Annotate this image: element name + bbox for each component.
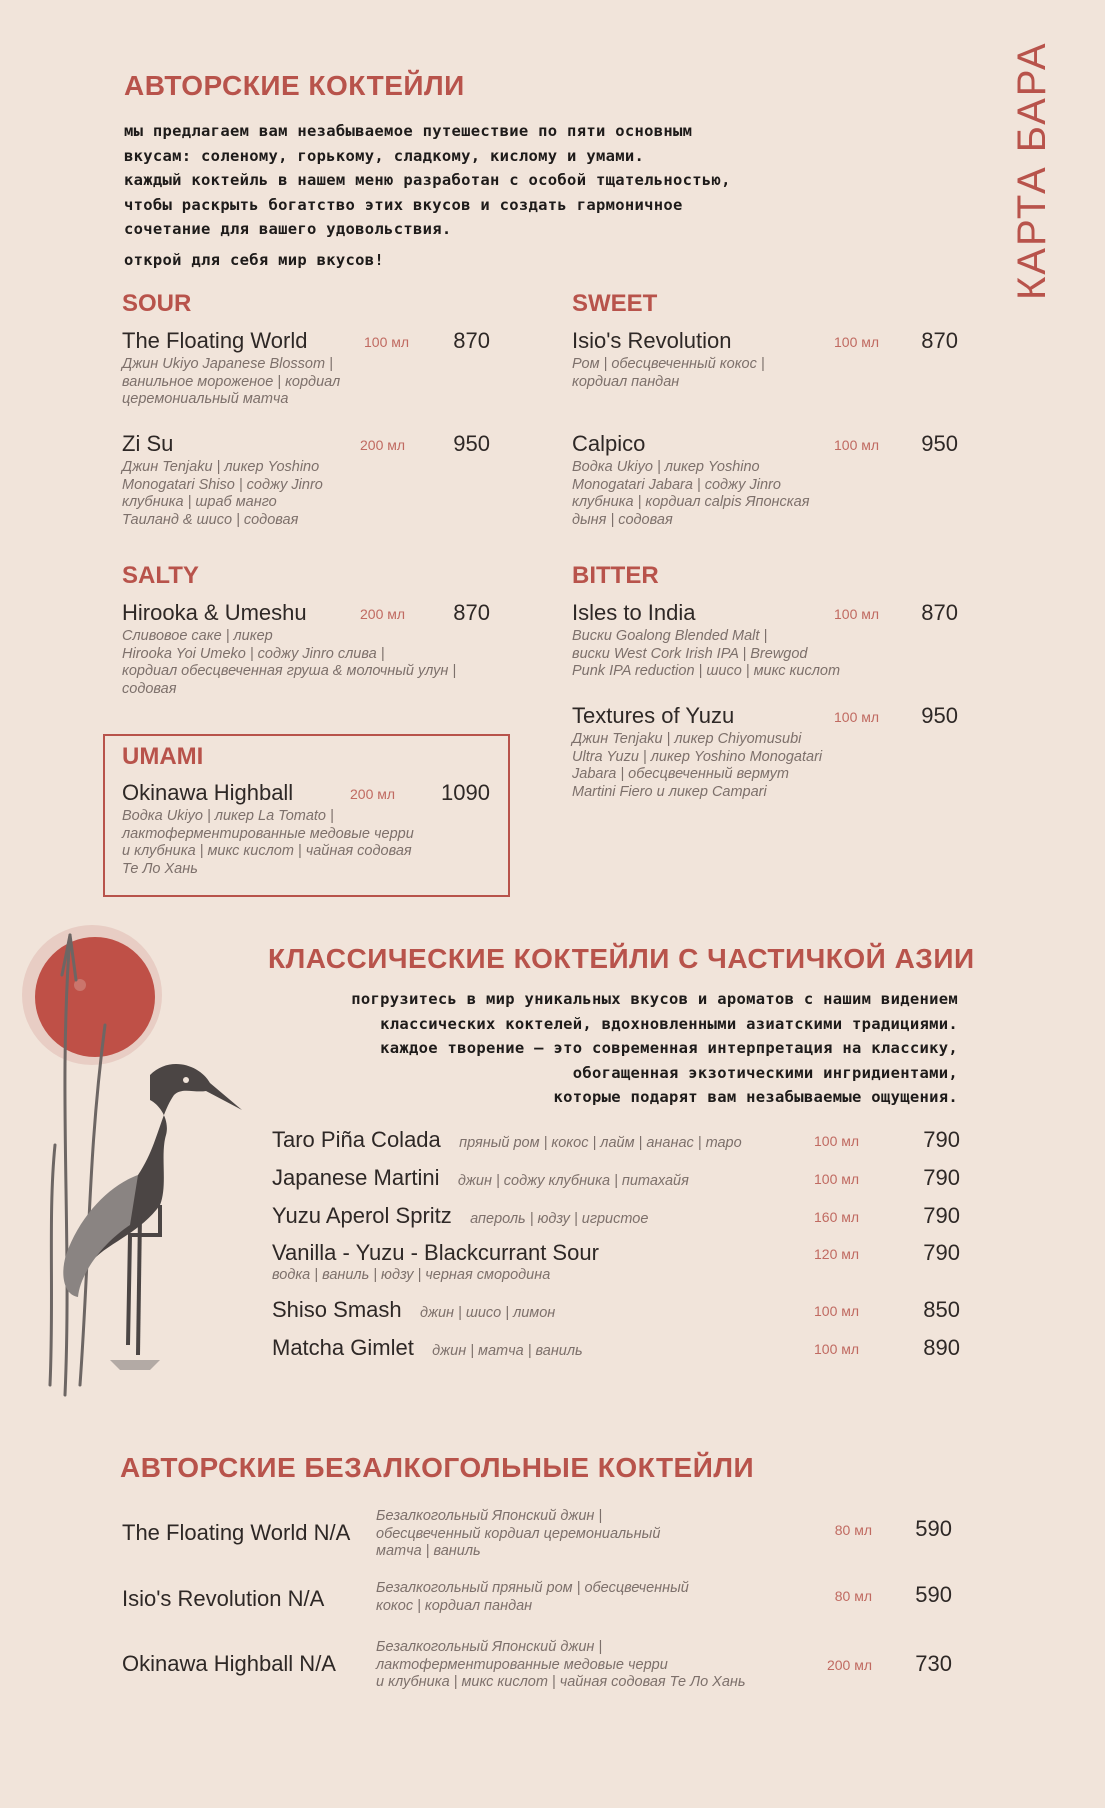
classic-item <box>272 1165 960 1195</box>
item-volume: 200 мл <box>360 606 406 622</box>
desc-line: ванильное мороженое | кордиал <box>122 373 341 390</box>
desc-line: и клубника | микс кислот | чайная содовая Те Ло Хань <box>376 1674 746 1690</box>
desc-line: Hirooka Yoi Umeko | соджу Jinro слива | <box>122 645 385 662</box>
desc-line: Те Ло Хань <box>122 860 198 877</box>
item-price: 790 <box>923 1127 960 1152</box>
item-name-text: Yuzu Aperol Spritz <box>272 1203 452 1228</box>
category-umami: UMAMI <box>122 743 204 770</box>
item-volume: 100 мл <box>814 1303 860 1319</box>
desc-line: Сливовое саке | ликер <box>122 628 273 644</box>
classic-item <box>272 1127 960 1157</box>
item-volume: 100 мл <box>814 1171 860 1187</box>
desc-line: дыня | содовая <box>572 511 673 528</box>
menu-item <box>122 600 490 700</box>
desc-line: Безалкогольный пряный ром | обесцвеченный <box>376 1580 689 1596</box>
category-sweet: SWEET <box>572 290 658 317</box>
desc-line: Безалкогольный Японский джин | <box>376 1508 603 1524</box>
desc-line: и клубника | микс кислот | чайная содовая <box>122 843 412 859</box>
menu-item <box>122 780 490 880</box>
item-description <box>376 1639 796 1692</box>
desc-line: Jabara | обесцвеченный вермут <box>572 766 789 782</box>
side-title: КАРТА БАРА <box>1010 41 1054 300</box>
item-description <box>122 628 456 698</box>
item-name: Okinawa Highball <box>122 780 294 805</box>
desc-line: Водка Ukiyo | ликер La Tomato | <box>122 808 334 824</box>
intro-line: которые подарят вам незабываемые ощущения. <box>553 1088 958 1106</box>
desc-line: Monogatari Jabara | соджу Jinro <box>572 476 781 493</box>
item-price: 790 <box>923 1165 960 1190</box>
item-price: 590 <box>915 1582 952 1607</box>
item-name-text: Japanese Martini <box>272 1165 440 1190</box>
desc-line: Виски Goalong Blended Malt | <box>572 628 768 644</box>
item-volume: 160 мл <box>814 1209 860 1225</box>
intro-line: каждый коктейль в нашем меню разработан с особой тщательностью, <box>124 171 731 189</box>
item-description: джин | матча | ваниль <box>432 1343 583 1359</box>
category-bitter: BITTER <box>572 562 659 589</box>
item-volume: 100 мл <box>834 709 880 725</box>
na-item <box>122 1580 952 1625</box>
item-name: Hirooka & Umeshu <box>122 600 307 625</box>
desc-line: лактоферментированные медовые черри <box>122 825 414 842</box>
item-description: пряный ром | кокос | лайм | ананас | таро <box>459 1135 742 1151</box>
desc-line: Джин Tenjaku | ликер Chiyomusubi <box>572 731 802 747</box>
item-price: 850 <box>923 1297 960 1322</box>
item-volume: 200 мл <box>826 1657 872 1673</box>
desc-line: содовая <box>122 680 177 697</box>
item-name <box>272 1335 583 1361</box>
item-volume: 100 мл <box>834 437 880 453</box>
item-description: апероль | юдзу | игристое <box>470 1211 649 1227</box>
signature-section-title: АВТОРСКИЕ КОКТЕЙЛИ <box>124 70 465 101</box>
item-volume: 80 мл <box>834 1522 872 1538</box>
intro-line: вкусам: соленому, горькому, сладкому, кислому и умами. <box>124 146 645 165</box>
category-salty: SALTY <box>122 562 199 589</box>
desc-line: Monogatari Shiso | соджу Jinro <box>122 476 323 493</box>
item-description <box>122 459 323 529</box>
desc-line: лактоферментированные медовые черри <box>376 1656 668 1673</box>
item-description: джин | шисо | лимон <box>419 1305 556 1321</box>
item-volume: 100 мл <box>364 334 410 350</box>
item-price: 1090 <box>441 780 490 805</box>
classic-section-title: КЛАССИЧЕСКИЕ КОКТЕЙЛИ С ЧАСТИЧКОЙ АЗИИ <box>268 943 975 974</box>
item-description: джин | соджу клубника | питахайя <box>457 1173 689 1189</box>
item-name-text: Taro Piña Colada <box>272 1127 441 1152</box>
item-name: Textures of Yuzu <box>572 703 735 728</box>
desc-line: Водка Ukiyo | ликер Yoshino <box>572 459 760 475</box>
sun-icon <box>22 925 162 1065</box>
item-price: 790 <box>923 1240 960 1265</box>
item-description <box>572 731 822 801</box>
na-item <box>122 1639 952 1699</box>
item-name <box>272 1297 555 1323</box>
item-price: 870 <box>453 600 490 625</box>
menu-item <box>572 600 958 680</box>
item-description <box>572 459 809 529</box>
desc-line: кордиал обесцвеченная груша & молочный улун | <box>122 663 457 679</box>
classic-intro <box>150 987 958 1110</box>
item-price: 590 <box>915 1516 952 1541</box>
item-volume: 100 мл <box>814 1133 860 1149</box>
item-volume: 120 мл <box>814 1246 860 1262</box>
item-name: Okinawa Highball N/A <box>122 1651 336 1676</box>
item-volume: 200 мл <box>350 786 396 802</box>
item-description <box>572 356 765 391</box>
item-price: 950 <box>921 431 958 456</box>
item-name: The Floating World <box>122 328 308 353</box>
desc-line: виски West Cork Irish IPA | Brewgod <box>572 645 808 662</box>
item-name: The Floating World N/A <box>122 1520 351 1545</box>
desc-line: церемониальный матча <box>122 391 289 407</box>
item-description: водка | ваниль | юдзу | черная смородина <box>272 1267 551 1283</box>
item-name <box>272 1127 742 1153</box>
item-description <box>376 1580 746 1615</box>
item-price: 890 <box>923 1335 960 1360</box>
item-price: 870 <box>921 600 958 625</box>
item-description <box>122 356 340 409</box>
classic-item <box>272 1203 960 1233</box>
desc-line: кордиал пандан <box>572 373 680 390</box>
item-price: 730 <box>915 1651 952 1676</box>
classic-item <box>272 1335 960 1365</box>
menu-item <box>572 328 958 398</box>
desc-line: матча | ваниль <box>376 1543 481 1559</box>
desc-line: Безалкогольный Японский джин | <box>376 1639 603 1655</box>
item-price: 950 <box>921 703 958 728</box>
intro-line: каждое творение – это современная интерпретация на классику, <box>380 1039 958 1057</box>
desc-line: обесцвеченный кордиал церемониальный <box>376 1525 661 1542</box>
item-price: 870 <box>921 328 958 353</box>
item-price: 950 <box>453 431 490 456</box>
desc-line: кокос | кордиал пандан <box>376 1597 533 1614</box>
desc-line: Таиланд & шисо | содовая <box>122 511 299 528</box>
item-name <box>272 1165 689 1191</box>
item-name-text: Matcha Gimlet <box>272 1335 414 1360</box>
non-alcoholic-section-title: АВТОРСКИЕ БЕЗАЛКОГОЛЬНЫЕ КОКТЕЙЛИ <box>120 1452 755 1483</box>
item-description <box>572 628 840 681</box>
item-name: Vanilla - Yuzu - Blackcurrant Sour <box>272 1240 599 1265</box>
menu-item <box>572 703 958 803</box>
item-name: Zi Su <box>122 431 174 456</box>
intro-line: погрузитесь в мир уникальных вкусов и ароматов с нашим видением <box>351 990 958 1008</box>
item-name-text: Shiso Smash <box>272 1297 402 1322</box>
classic-item <box>272 1240 960 1290</box>
item-name: Calpico <box>572 431 646 456</box>
item-price: 790 <box>923 1203 960 1228</box>
menu-item <box>572 431 958 531</box>
item-description <box>122 808 414 878</box>
desc-line: Punk IPA reduction | шисо | микс кислот <box>572 663 841 679</box>
desc-line: Джин Ukiyo Japanese Blossom | <box>122 356 333 372</box>
desc-line: Martini Fiero и ликер Campari <box>572 783 767 800</box>
desc-line: Ultra Yuzu | ликер Yoshino Monogatari <box>572 748 823 765</box>
item-volume: 80 мл <box>834 1588 872 1604</box>
item-name <box>272 1203 648 1229</box>
desc-line: Ром | обесцвеченный кокос | <box>572 356 765 372</box>
item-name: Isio's Revolution <box>572 328 732 353</box>
intro-line: чтобы раскрыть богатство этих вкусов и создать гармоничное <box>124 195 683 214</box>
intro-line: классических коктелей, вдохновленными азиатскими традициями. <box>380 1014 958 1033</box>
intro-line: сочетание для вашего удовольствия. <box>124 220 452 238</box>
menu-item <box>122 328 490 408</box>
signature-intro <box>124 119 964 272</box>
heron-body <box>63 1064 242 1370</box>
item-volume: 100 мл <box>834 606 880 622</box>
category-sour: SOUR <box>122 290 192 317</box>
intro-line: обогащенная экзотическими ингридиентами, <box>572 1063 958 1082</box>
item-volume: 100 мл <box>834 334 880 350</box>
desc-line: Джин Tenjaku | ликер Yoshino <box>122 459 320 475</box>
item-name: Isles to India <box>572 600 696 625</box>
item-price: 870 <box>453 328 490 353</box>
na-item <box>122 1508 952 1568</box>
item-volume: 100 мл <box>814 1341 860 1357</box>
desc-line: клубника | кордиал calpis Японская <box>572 494 810 510</box>
item-volume: 200 мл <box>360 437 406 453</box>
item-name: Isio's Revolution N/A <box>122 1586 325 1611</box>
menu-item <box>122 431 490 531</box>
classic-item <box>272 1297 960 1327</box>
intro-cta: открой для себя мир вкусов! <box>124 250 385 269</box>
item-description <box>376 1508 746 1561</box>
intro-line: мы предлагаем вам незабываемое путешествие по пяти основным <box>124 122 693 140</box>
desc-line: клубника | шраб манго <box>122 494 277 510</box>
